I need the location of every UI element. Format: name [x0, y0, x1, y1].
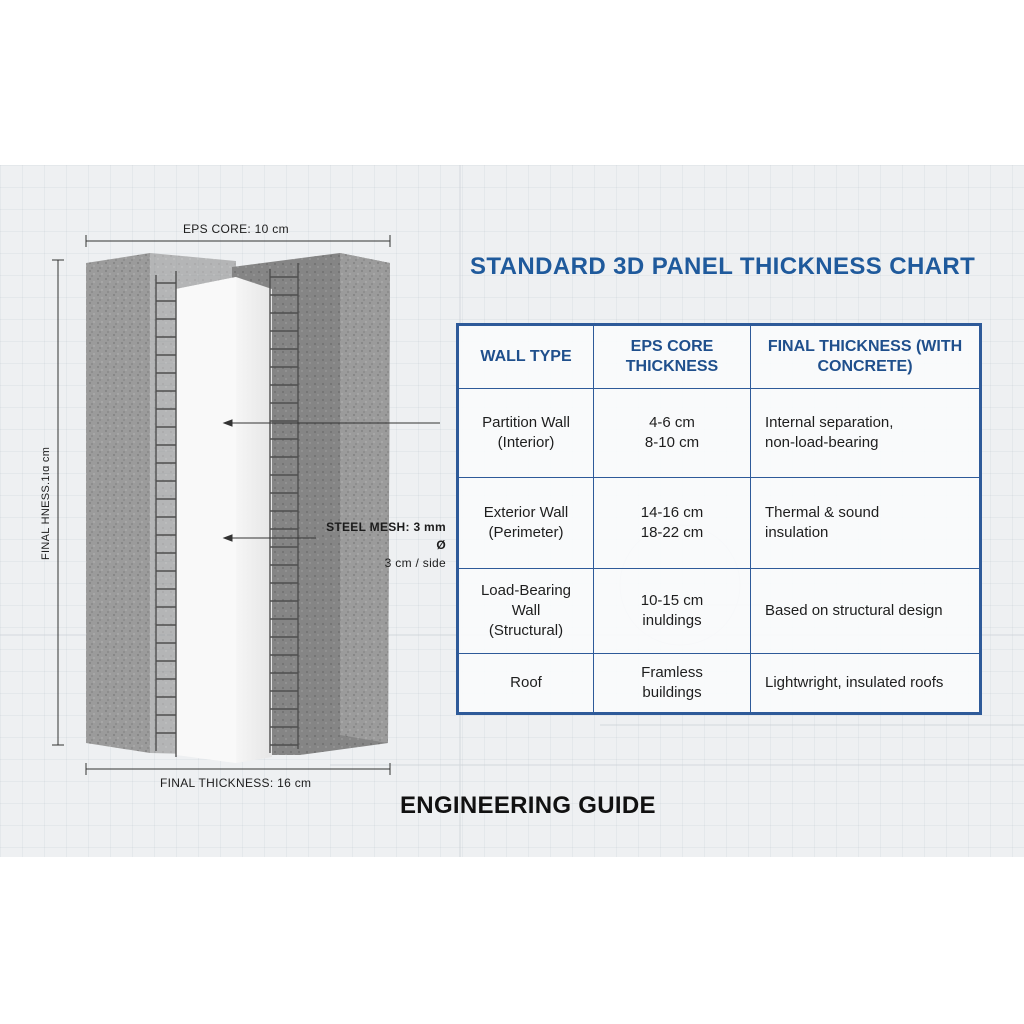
steel-mesh-line2: 3 cm / side [384, 556, 446, 570]
left-concrete-face [86, 253, 150, 753]
cell-line: 4-6 cm [649, 414, 695, 431]
final-cell [751, 654, 980, 713]
final-cell [751, 478, 980, 569]
cell-line: inuldings [642, 612, 702, 629]
table-row [459, 654, 980, 713]
header-wall-type: WALL TYPE [459, 326, 594, 389]
wall-type-cell [459, 569, 594, 654]
header-final-thickness: FINAL THICKNESS (WITH CONCRETE) [751, 326, 980, 389]
final-cell [751, 389, 980, 478]
eps-core-dimension-label: EPS CORE: 10 cm [183, 222, 289, 236]
panel-cross-section [0, 165, 460, 857]
cell-line: Thermal & sound [765, 504, 880, 521]
eps-cell [594, 654, 751, 713]
footer-title: ENGINEERING GUIDE [400, 792, 656, 819]
steel-mesh-callout [318, 518, 446, 572]
cell-line: insulation [765, 524, 829, 541]
chart-title: STANDARD 3D PANEL THICKNESS CHART [470, 253, 976, 280]
cell-line: (Perimeter) [488, 524, 564, 541]
vertical-dimension-label: FINAL HNESS.1ıɑ cm [40, 446, 52, 560]
wall-type-cell [459, 389, 594, 478]
eps-cell [594, 569, 751, 654]
eps-core-front [176, 277, 236, 763]
cell-line: Based on structural design [765, 602, 943, 619]
cell-line: 14-16 cm [640, 504, 704, 521]
wall-type-cell [459, 654, 594, 713]
table-row [459, 478, 980, 569]
table-row [459, 389, 980, 478]
cell-line: 18-22 cm [640, 524, 704, 541]
cell-line: (Structural) [488, 622, 564, 639]
final-thickness-dimension-label: FINAL THICKNESS: 16 cm [160, 776, 312, 790]
final-cell [751, 569, 980, 654]
cell-line: Framless [641, 664, 703, 681]
eps-cell [594, 478, 751, 569]
cell-line: Internal separation, [765, 414, 894, 431]
table-header-row [459, 326, 980, 389]
eps-cell [594, 389, 751, 478]
cell-line: non-load-bearing [765, 434, 879, 451]
table-row [459, 569, 980, 654]
diagram-canvas [0, 165, 1024, 857]
cell-line: Lightwright, insulated roofs [765, 674, 944, 691]
header-eps-core: EPS CORE THICKNESS [594, 326, 751, 389]
cell-line: 8-10 cm [644, 434, 700, 451]
cell-line: Roof [510, 674, 542, 691]
thickness-table [458, 325, 980, 713]
cell-line: Exterior Wall [483, 504, 569, 521]
cell-line: (Interior) [497, 434, 555, 451]
panel-illustration [0, 165, 460, 857]
steel-mesh-line1: STEEL MESH: 3 mm Ø [326, 520, 446, 552]
cell-line: 10-15 cm [640, 592, 704, 609]
cell-line: Load-Bearing Wall [480, 582, 572, 619]
cell-line: Partition Wall [482, 414, 570, 431]
right-concrete-edge [340, 253, 390, 743]
cell-line: buildings [642, 684, 702, 701]
wall-type-cell [459, 478, 594, 569]
